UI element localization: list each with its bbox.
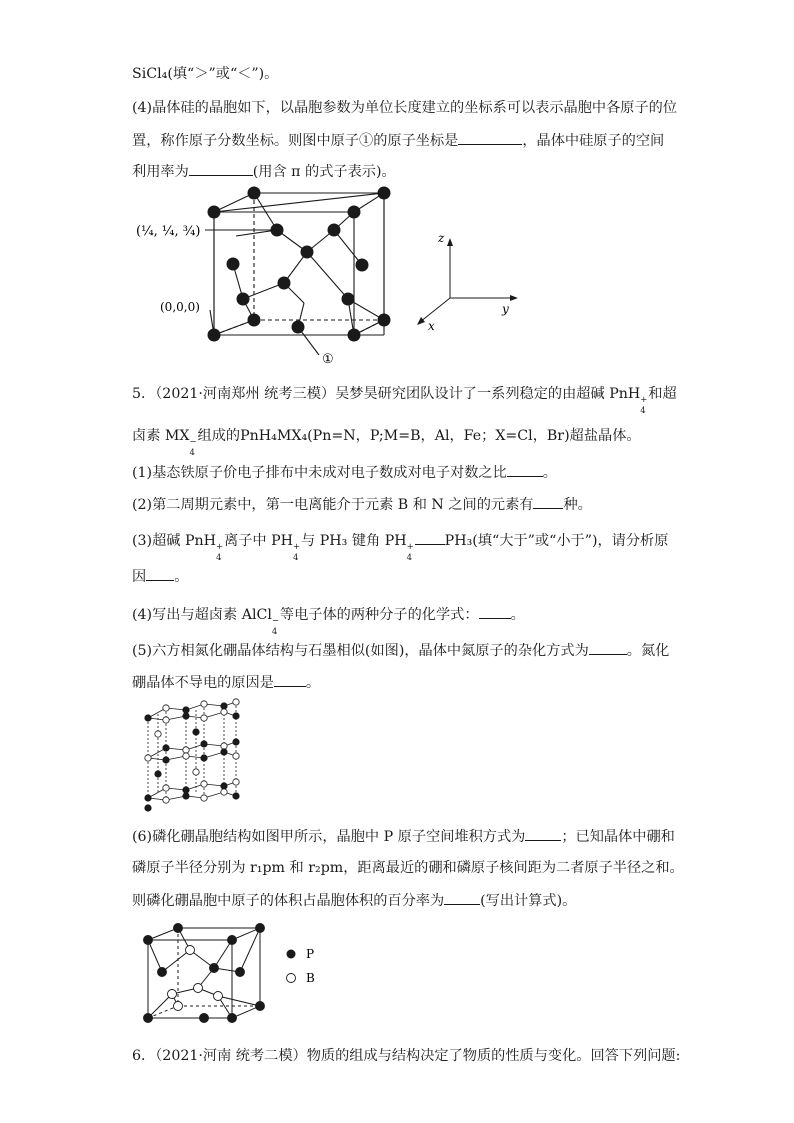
answer-blank[interactable] [525, 826, 561, 841]
q5-part-3-cont: 因 。 [132, 566, 188, 587]
answer-blank[interactable] [274, 672, 306, 687]
q5-part-4: (4)写出与超卤素 AlCl − 4 等电子体的两种分子的化学式： 。 [132, 604, 525, 625]
answer-blank[interactable] [146, 566, 174, 581]
answer-blank[interactable] [589, 640, 627, 655]
legend-p-label: P [306, 947, 315, 961]
origin-label: (0,0,0) [160, 300, 200, 314]
text-line-1: SiCl₄(填“＞”或“＜”)。 [132, 66, 279, 82]
legend-b-marker [287, 974, 296, 983]
q5-part-6-cont: 磷原子半径分别为 r₁pm 和 r₂pm，距离最近的硼和磷原子核间距为二者原子半径之和。 [132, 860, 684, 876]
legend-p-marker [287, 950, 296, 959]
answer-blank[interactable] [533, 494, 563, 509]
q5-stem-line-2: 卤素 MX − 4 组成的PnH₄MX₄(Pn=N，P;M=B，Al，Fe；X=Cl，Br)超盐晶体。 [132, 428, 641, 458]
q5-part-1: (1)基态铁原子价电子排布中未成对电子数成对电子对数之比 。 [132, 462, 557, 483]
legend-b-label: B [306, 971, 315, 985]
answer-blank[interactable] [458, 130, 522, 145]
axis-y-label: y [502, 302, 509, 316]
answer-blank[interactable] [479, 604, 511, 619]
hexagonal-bn-figure [138, 694, 248, 816]
text-line-q4-cont2: 利用率为 (用含 π 的式子表示)。 [132, 161, 396, 182]
answer-blank[interactable] [415, 530, 445, 545]
answer-blank[interactable] [507, 462, 543, 477]
atom-coordinate-label: (¼, ¼, ¾) [136, 224, 201, 239]
answer-blank[interactable] [444, 890, 480, 905]
q5-part-3: (3)超碱 PnH + 4 离子中 PH + 4 与 PH₃ 键角 PH + 4 PH₃(填“大于”或“小于”)，请分析原 [132, 530, 668, 551]
q6-stem: 6．（2021·河南 统考二模）物质的组成与结构决定了物质的性质与变化。回答下列问题: [132, 1048, 681, 1064]
q5-stem-line-1: 5．（2021·河南郑州 统考三模）吴梦昊研究团队设计了一系列稳定的由超碱 PnH + 4 和超 [132, 386, 677, 416]
atom-1-label: ① [322, 352, 334, 367]
q5-part-6-cont2: 则磷化硼晶胞中原子的体积占晶胞体积的百分率为 (写出计算式)。 [132, 890, 576, 911]
q5-part-5-cont: 硼晶体不导电的原因是 。 [132, 672, 320, 693]
boron-phosphide-unit-cell-figure [136, 922, 356, 1032]
axis-z-label: z [438, 231, 445, 245]
silicon-unit-cell-figure [130, 180, 530, 370]
axis-x-label: x [428, 319, 435, 333]
text-line-q4: (4)晶体硅的晶胞如下，以晶胞参数为单位长度建立的坐标系可以表示晶胞中各原子的位 [132, 100, 678, 116]
q5-part-5: (5)六方相氮化硼晶体结构与石墨相似(如图)，晶体中氮原子的杂化方式为 。氮化 [132, 640, 669, 661]
answer-blank[interactable] [189, 161, 253, 176]
q5-part-2: (2)第二周期元素中，第一电离能介于元素 B 和 N 之间的元素有 种。 [132, 494, 592, 515]
text-line-q4-cont: 置，称作原子分数坐标。则图中原子①的原子坐标是 ，晶体中硅原子的空间 [132, 130, 664, 151]
q5-part-6: (6)磷化硼晶胞结构如图甲所示，晶胞中 P 原子空间堆积方式为 ；已知晶体中硼和 [132, 826, 675, 847]
